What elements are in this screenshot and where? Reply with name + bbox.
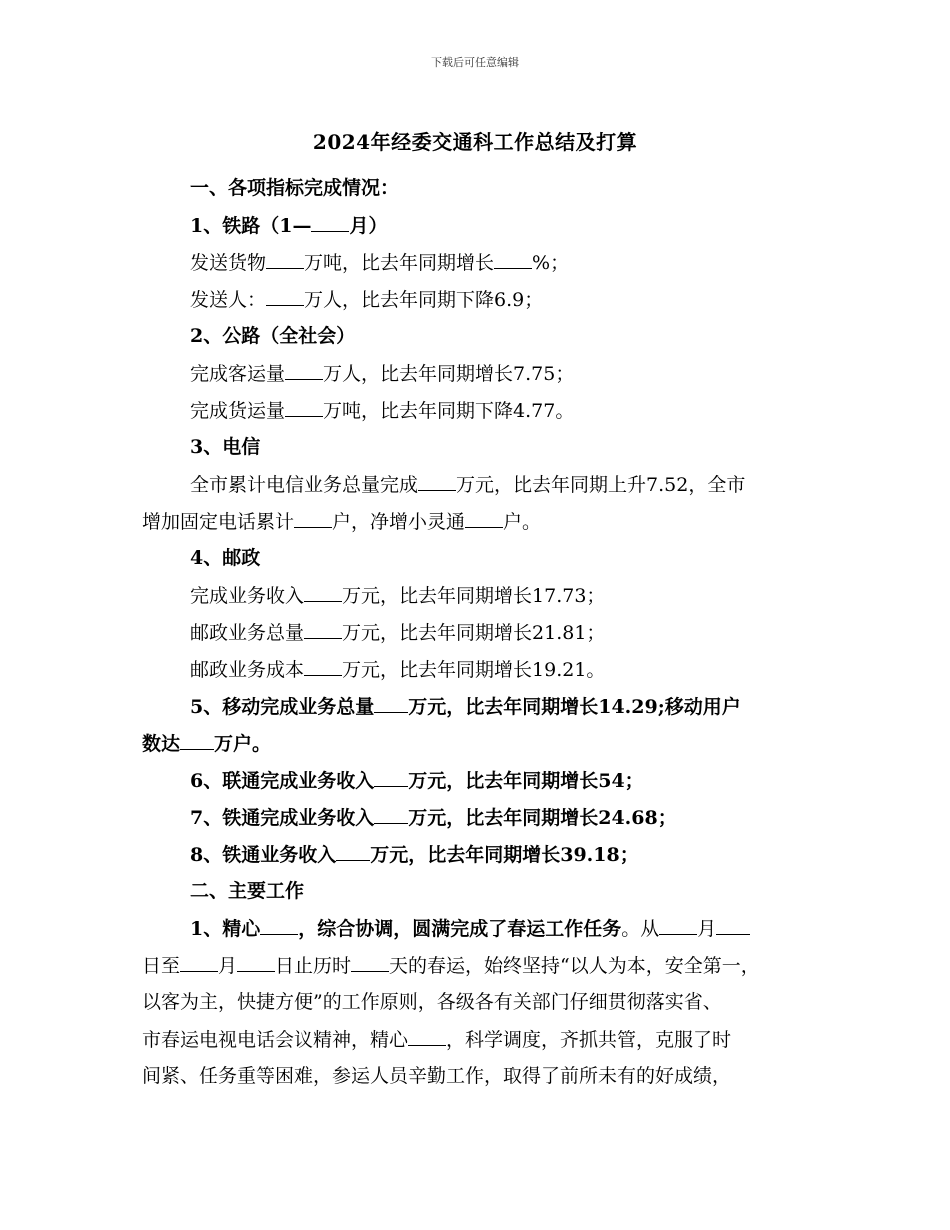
blank-field (180, 952, 218, 972)
line-text: 万吨，比去年同期增长 (304, 252, 495, 274)
blank-field (294, 508, 332, 528)
item-mobile-cont (142, 730, 271, 757)
line-text: 1、铁路（1— (190, 215, 312, 237)
line-text: 万人，比去年同期下降6.9； (304, 289, 544, 311)
section-heading-1 (190, 175, 399, 201)
line-text: 日止历时 (275, 955, 352, 977)
line-text: 月） (349, 215, 388, 237)
header-note: 下载后可任意编辑 (431, 56, 519, 69)
blank-field (304, 582, 342, 602)
line-text: 万元，比去年同期增长24.68； (408, 807, 677, 829)
item-unicom (190, 767, 644, 794)
line-text: 5、移动完成业务总量 (190, 696, 375, 718)
blank-field (351, 952, 389, 972)
blank-field (266, 286, 304, 306)
line-text: 万元，比去年同期上升7.52，全市 (456, 474, 746, 496)
blank-field (311, 212, 349, 232)
blank-field (266, 249, 304, 269)
line-text: 发送货物 (190, 252, 267, 274)
line-text: 月 (697, 918, 717, 940)
line-text: 一、各项指标完成情况： (190, 177, 400, 199)
line-text: 6、联通完成业务收入 (190, 770, 375, 792)
paragraph-line (142, 989, 722, 1015)
document-title: 2024年经委交通科工作总结及打算 (312, 130, 638, 154)
blank-field (237, 952, 275, 972)
blank-field (285, 360, 323, 380)
blank-field (304, 619, 342, 639)
line-text: 完成货运量 (190, 400, 286, 422)
paragraph-line (142, 1026, 731, 1053)
paragraph-line (190, 582, 605, 609)
line-text: 万吨，比去年同期下降4.77。 (323, 400, 575, 422)
line-text: 3、电信 (190, 436, 261, 458)
blank-field (374, 804, 408, 824)
line-text: 。从 (621, 918, 660, 940)
line-text: ，综合协调，圆满完成了春运工作任务 (298, 918, 622, 940)
blank-field (408, 1026, 446, 1046)
line-text: 月 (218, 955, 238, 977)
line-text: 户，净增小灵通 (332, 511, 466, 533)
blank-field (494, 249, 532, 269)
blank-field (260, 915, 298, 935)
line-text: 完成业务收入 (190, 585, 305, 607)
blank-field (180, 730, 214, 750)
subheading-postal (190, 545, 260, 571)
line-text: 以客为主，快捷方便”的工作原则，各级各有关部门仔细贯彻落实省、 (142, 991, 722, 1013)
line-text: 户。 (503, 511, 542, 533)
line-text: 数达 (142, 733, 181, 755)
line-text: 天的春运，始终坚持“以人为本，安全第一， (389, 955, 760, 977)
blank-field (659, 915, 697, 935)
line-text: 发送人： (190, 289, 267, 311)
subheading-railway (190, 212, 387, 239)
paragraph-line (142, 952, 760, 979)
blank-field (374, 767, 408, 787)
line-text: 完成客运量 (190, 363, 286, 385)
line-text: 8、铁通业务收入 (190, 844, 337, 866)
paragraph-line (142, 508, 541, 535)
line-text: 万元，比去年同期增长54； (408, 770, 644, 792)
line-text: 市春运电视电话会议精神，精心 (142, 1029, 409, 1051)
line-text: 日至 (142, 955, 181, 977)
line-text: ，科学调度，齐抓共管，克服了时 (446, 1029, 732, 1051)
line-text: 万元，比去年同期增长19.21。 (342, 659, 606, 681)
subheading-highway (190, 323, 355, 349)
line-text: 万元，比去年同期增长39.18； (370, 844, 639, 866)
item-mobile (190, 693, 741, 720)
blank-field (374, 693, 408, 713)
paragraph-line (190, 397, 574, 424)
line-text: 4、邮政 (190, 547, 261, 569)
section-heading-2 (190, 878, 304, 904)
line-text: 2、公路（全社会） (190, 325, 356, 347)
line-text: 全市累计电信业务总量完成 (190, 474, 419, 496)
line-text: 邮政业务成本 (190, 659, 305, 681)
line-text: 间紧、任务重等困难，参运人员辛勤工作，取得了前所未有的好成绩， (142, 1065, 732, 1087)
paragraph-line (190, 286, 543, 313)
line-text: 万人，比去年同期增长7.75； (323, 363, 575, 385)
subheading-telecom (190, 434, 260, 460)
paragraph-line (190, 619, 605, 646)
paragraph-line (190, 360, 574, 387)
line-text: 万元，比去年同期增长14.29;移动用户 (408, 696, 741, 718)
paragraph-line (190, 656, 605, 683)
paragraph-line (142, 1063, 731, 1089)
line-text: 增加固定电话累计 (142, 511, 295, 533)
line-text: 万元，比去年同期增长17.73； (342, 585, 606, 607)
blank-field (285, 397, 323, 417)
item-railcom-1 (190, 804, 677, 831)
paragraph-line (190, 249, 569, 276)
line-text: 万户。 (214, 733, 272, 755)
item-railcom-2 (190, 841, 639, 868)
blank-field (716, 915, 750, 935)
line-text: 万元，比去年同期增长21.81； (342, 622, 606, 644)
blank-field (304, 656, 342, 676)
line-text: 1、精心 (190, 918, 261, 940)
blank-field (465, 508, 503, 528)
blank-field (336, 841, 370, 861)
line-text: %； (532, 252, 570, 274)
line-text: 二、主要工作 (190, 880, 305, 902)
blank-field (418, 471, 456, 491)
paragraph-line (190, 471, 745, 498)
line-text: 7、铁通完成业务收入 (190, 807, 375, 829)
paragraph-line (190, 915, 750, 942)
line-text: 邮政业务总量 (190, 622, 305, 644)
